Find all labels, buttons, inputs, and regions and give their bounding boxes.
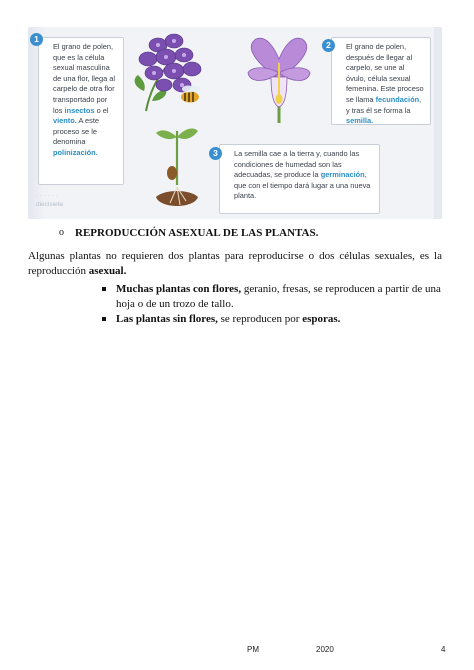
list-item-text: geranio, fresas, se reproducen a partir de una hoja o de un trozo de tallo.	[116, 283, 441, 310]
footer-year: 2020	[316, 645, 334, 654]
seedling-illustration	[150, 123, 204, 213]
keyword-fecundacion: fecundación	[375, 94, 420, 104]
list-item	[102, 282, 442, 312]
callout-fertilization	[331, 37, 431, 125]
step-number-1: 1	[30, 33, 43, 46]
callout-text: , y tras él se forma la	[346, 94, 422, 115]
square-bullet-icon	[102, 287, 106, 291]
lilac-flower-section-illustration	[240, 33, 318, 125]
keyword-viento: viento.	[53, 116, 77, 126]
callout-text: La semilla cae a la tierra y, cuando las condiciones de humedad son las adecuadas, se produce la	[234, 149, 360, 180]
section-heading-text: REPRODUCCIÓN ASEXUAL DE LAS PLANTAS.	[75, 227, 319, 239]
purple-flower-illustration	[128, 31, 210, 115]
list-item-bold: esporas.	[302, 313, 341, 325]
figure-right-bar	[434, 27, 442, 219]
list-item	[102, 312, 442, 327]
keyword-insectos: insectos	[64, 105, 95, 115]
circle-bullet-icon: o	[59, 227, 64, 238]
callout-germination	[219, 144, 380, 214]
list-item-text: se reproducen por	[217, 313, 303, 325]
paragraph-bold-term: asexual.	[88, 265, 127, 277]
page-number: 4	[441, 645, 446, 654]
keyword-germinacion: germinación	[320, 170, 365, 180]
bee-icon	[181, 86, 200, 103]
square-bullet-icon	[102, 317, 106, 321]
step-number-2: 2	[322, 39, 335, 52]
step-number-3: 3	[209, 147, 222, 160]
callout-text: o el	[94, 105, 109, 115]
faint-page-label: · · · · · · diecisiete	[36, 192, 64, 208]
paragraph-text: Algunas plantas no requieren dos plantas para reproducirse o dos células sexuales, es la reproducción	[28, 250, 442, 277]
keyword-semilla: semilla.	[346, 116, 374, 126]
keyword-polinizacion: polinización.	[53, 147, 98, 157]
textbook-figure	[28, 27, 442, 219]
list-item-bold: Las plantas sin flores,	[116, 313, 218, 325]
callout-text: El grano de polen, después de llegar al carpelo, se une al óvulo, célula sexual femenina. Este proceso se llama	[346, 42, 424, 104]
intro-paragraph	[28, 249, 442, 279]
footer-left: PM	[247, 645, 259, 654]
callout-text: A este proceso se le denomina	[53, 116, 100, 147]
section-heading	[59, 227, 319, 239]
callout-text: El grano de polen, que es la célula sexual masculina de una flor, llega al carpelo de otra flor transportado por los	[53, 42, 116, 115]
list-item-bold: Muchas plantas con flores,	[116, 283, 242, 295]
callout-pollination	[38, 37, 124, 185]
callout-text: , que con el tiempo dará lugar a una nueva planta.	[234, 170, 371, 201]
bullet-list	[102, 282, 442, 327]
